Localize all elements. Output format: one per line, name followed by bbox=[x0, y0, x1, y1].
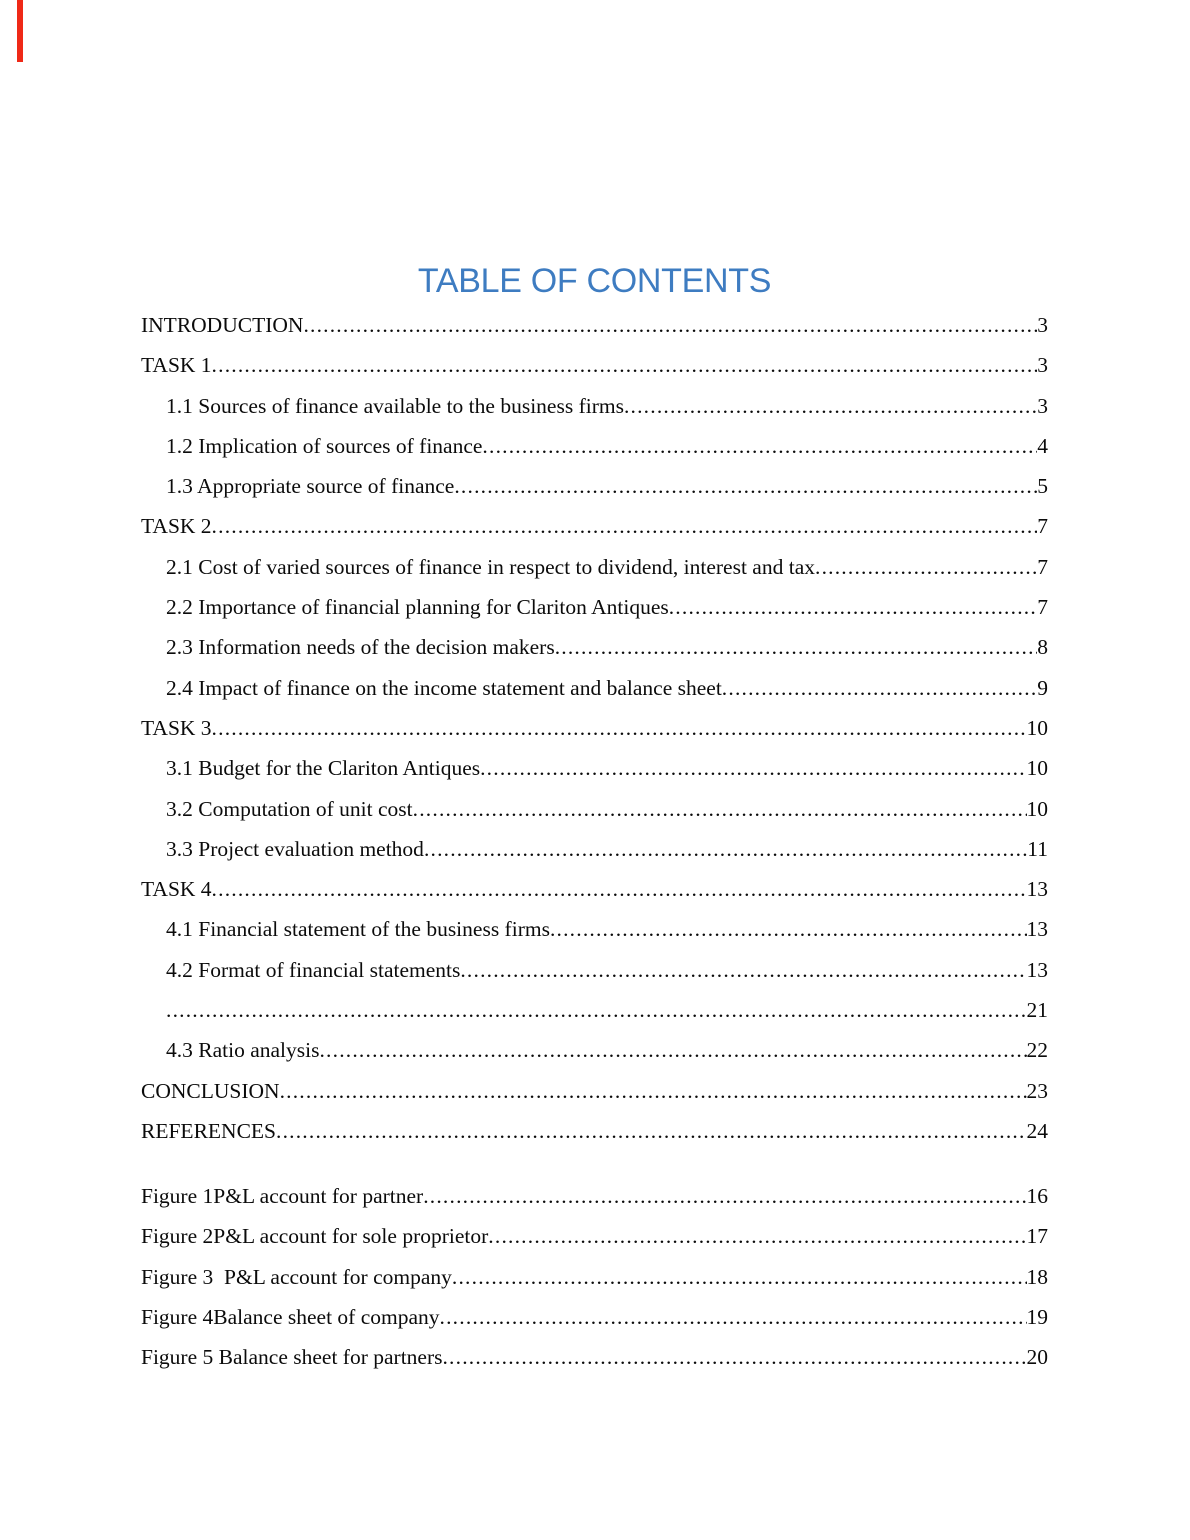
dot-leader bbox=[166, 998, 1027, 1023]
toc-entry-label: 1.2 Implication of sources of finance bbox=[166, 433, 483, 458]
text-cursor-artifact bbox=[17, 0, 23, 62]
figure-entry-label: Figure 4Balance sheet of company bbox=[141, 1304, 440, 1329]
toc-entry[interactable] bbox=[141, 1119, 1048, 1144]
toc-entry-page: 8 bbox=[1037, 635, 1048, 660]
dot-leader bbox=[480, 756, 1026, 781]
figure-entry[interactable] bbox=[141, 1345, 1048, 1370]
toc-entry[interactable] bbox=[141, 1038, 1048, 1063]
dot-leader bbox=[303, 313, 1037, 338]
figure-entry-page: 19 bbox=[1026, 1304, 1048, 1329]
toc-entry-page: 4 bbox=[1037, 433, 1048, 458]
figure-entry[interactable] bbox=[141, 1305, 1048, 1330]
toc-entry-page: 3 bbox=[1037, 393, 1048, 418]
toc-entry-label: 4.1 Financial statement of the business firms bbox=[166, 917, 550, 942]
page-title: TABLE OF CONTENTS bbox=[417, 262, 772, 300]
toc-entry[interactable] bbox=[141, 353, 1048, 378]
figure-entry-page: 20 bbox=[1026, 1345, 1048, 1370]
dot-leader bbox=[212, 716, 1027, 741]
toc-entry-page: 7 bbox=[1037, 595, 1048, 620]
toc-entry-page: 23 bbox=[1026, 1078, 1048, 1103]
dot-leader bbox=[452, 1265, 1027, 1290]
document-page bbox=[141, 0, 1048, 1370]
dot-leader bbox=[423, 1184, 1026, 1209]
toc-entry-page: 13 bbox=[1026, 877, 1048, 902]
dot-leader bbox=[440, 1305, 1027, 1330]
toc-entry[interactable] bbox=[141, 998, 1048, 1023]
toc-entry-label: 2.2 Importance of financial planning for Clariton Antiques bbox=[166, 595, 669, 620]
toc-entry-page: 10 bbox=[1026, 715, 1048, 740]
toc-entry-label: 3.2 Computation of unit cost bbox=[166, 796, 413, 821]
dot-leader bbox=[424, 837, 1027, 862]
toc-entry-page: 13 bbox=[1026, 957, 1048, 982]
figure-entry[interactable] bbox=[141, 1265, 1048, 1290]
toc-entry-label: 3.3 Project evaluation method bbox=[166, 836, 424, 861]
toc-entry-label: 2.1 Cost of varied sources of finance in respect to dividend, interest and tax bbox=[166, 554, 815, 579]
toc-entry-page: 22 bbox=[1026, 1038, 1048, 1063]
toc-entry-page: 7 bbox=[1037, 514, 1048, 539]
toc-entry[interactable] bbox=[141, 434, 1048, 459]
toc-entry[interactable] bbox=[141, 877, 1048, 902]
dot-leader bbox=[280, 1079, 1027, 1104]
toc-entry[interactable] bbox=[141, 595, 1048, 620]
figure-entry-label: Figure 3 P&L account for company bbox=[141, 1264, 452, 1289]
dot-leader bbox=[815, 555, 1037, 580]
toc-entry-page: 21 bbox=[1026, 998, 1048, 1023]
toc-entry[interactable] bbox=[141, 716, 1048, 741]
toc-entry-label: INTRODUCTION bbox=[141, 313, 304, 337]
dot-leader bbox=[550, 917, 1027, 942]
toc-entry[interactable] bbox=[141, 514, 1048, 539]
toc-entry-page: 3 bbox=[1037, 313, 1048, 337]
toc-entry[interactable] bbox=[141, 837, 1048, 862]
dot-leader bbox=[212, 353, 1038, 378]
dot-leader bbox=[212, 877, 1027, 902]
toc-entry[interactable] bbox=[141, 797, 1048, 822]
figure-entry-page: 17 bbox=[1026, 1224, 1048, 1249]
toc-entry[interactable] bbox=[141, 756, 1048, 781]
toc-entry-label: 1.1 Sources of finance available to the business firms bbox=[166, 393, 624, 418]
toc-entry[interactable] bbox=[141, 474, 1048, 499]
toc-entry[interactable] bbox=[141, 555, 1048, 580]
dot-leader bbox=[555, 635, 1038, 660]
figure-entry-page: 16 bbox=[1026, 1183, 1048, 1208]
dot-leader bbox=[669, 595, 1038, 620]
toc-entry-label: TASK 3 bbox=[141, 715, 212, 740]
toc-entry-label: 4.3 Ratio analysis bbox=[166, 1038, 320, 1063]
toc-entry-label: 2.3 Information needs of the decision makers bbox=[166, 635, 555, 660]
dot-leader bbox=[460, 958, 1026, 983]
toc-entry-page: 13 bbox=[1026, 917, 1048, 942]
toc-entry-label: 3.1 Budget for the Clariton Antiques bbox=[166, 756, 481, 781]
toc-entry-page: 11 bbox=[1027, 836, 1048, 861]
toc-entry-page: 3 bbox=[1037, 353, 1048, 378]
dot-leader bbox=[482, 434, 1037, 459]
figure-entry[interactable] bbox=[141, 1184, 1048, 1209]
toc-entry-page: 24 bbox=[1026, 1118, 1048, 1143]
toc-entry-label: REFERENCES bbox=[141, 1118, 276, 1143]
figure-entry-label: Figure 5 Balance sheet for partners bbox=[141, 1345, 443, 1370]
toc-entry[interactable] bbox=[141, 635, 1048, 660]
toc-entry-page: 9 bbox=[1037, 675, 1048, 700]
toc-entry[interactable] bbox=[141, 917, 1048, 942]
toc-entry-page: 10 bbox=[1026, 796, 1048, 821]
dot-leader bbox=[488, 1224, 1026, 1249]
dot-leader bbox=[413, 797, 1027, 822]
toc-entry-page: 10 bbox=[1026, 756, 1048, 781]
toc-entry-label: 4.2 Format of financial statements bbox=[166, 957, 461, 982]
toc-entry-label: 2.4 Impact of finance on the income statement and balance sheet bbox=[166, 675, 722, 700]
toc-entry[interactable] bbox=[141, 394, 1048, 419]
toc-entry-page: 7 bbox=[1037, 554, 1048, 579]
figure-entry-label: Figure 1P&L account for partner bbox=[141, 1183, 424, 1208]
toc-entry[interactable] bbox=[141, 676, 1048, 701]
figure-list bbox=[141, 1184, 1048, 1370]
toc-entry-page: 5 bbox=[1037, 474, 1048, 499]
toc-entry[interactable] bbox=[141, 1079, 1048, 1104]
toc-list bbox=[141, 313, 1048, 1144]
toc-entry-label: TASK 2 bbox=[141, 514, 212, 539]
dot-leader bbox=[442, 1345, 1026, 1370]
figure-entry-page: 18 bbox=[1026, 1264, 1048, 1289]
toc-entry-label: 1.3 Appropriate source of finance bbox=[166, 474, 455, 499]
figure-entry-label: Figure 2P&L account for sole proprietor bbox=[141, 1224, 489, 1249]
toc-entry-label: TASK 4 bbox=[141, 877, 212, 902]
toc-entry[interactable] bbox=[141, 313, 1048, 338]
dot-leader bbox=[722, 676, 1037, 701]
dot-leader bbox=[454, 474, 1037, 499]
figure-entry[interactable] bbox=[141, 1224, 1048, 1249]
dot-leader bbox=[624, 394, 1037, 419]
dot-leader bbox=[319, 1038, 1026, 1063]
toc-entry[interactable] bbox=[141, 958, 1048, 983]
dot-leader bbox=[212, 514, 1038, 539]
toc-entry-label: TASK 1 bbox=[141, 353, 212, 378]
toc-entry-label: CONCLUSION bbox=[141, 1078, 280, 1103]
dot-leader bbox=[276, 1119, 1027, 1144]
